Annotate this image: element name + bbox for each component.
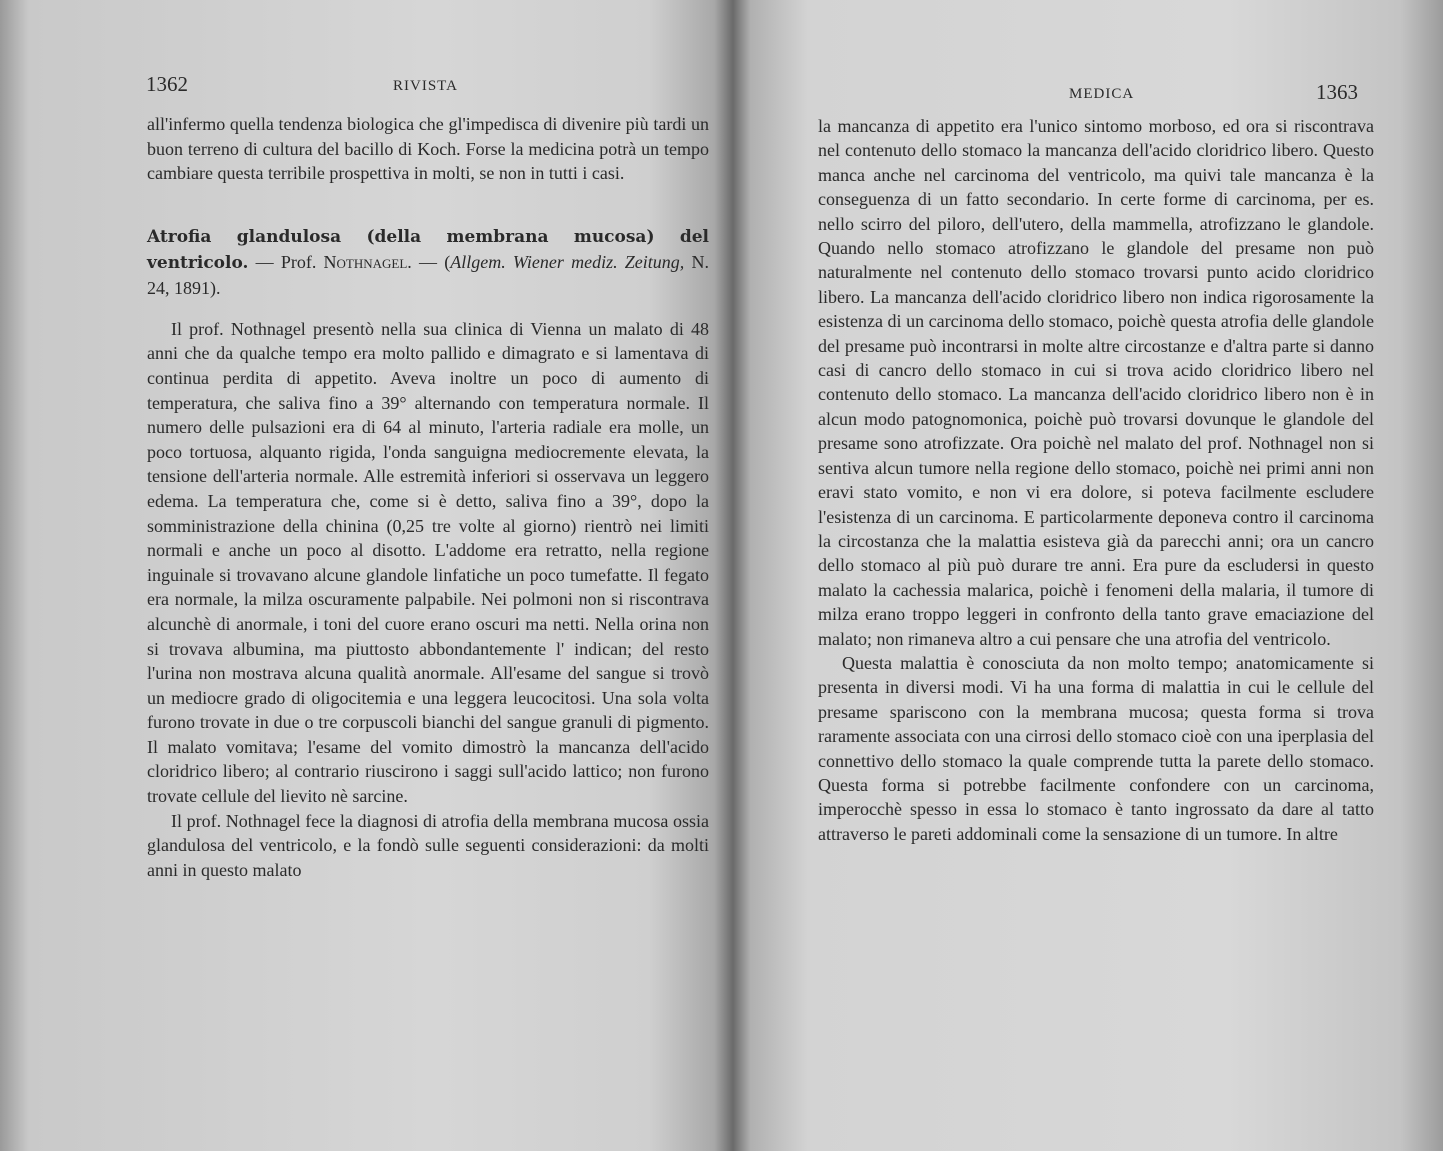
article-source: Allgem. Wiener mediz. Zeitung, — [450, 251, 685, 272]
running-title: MEDICA — [1069, 86, 1135, 102]
intro-paragraph: all'infermo quella tendenza biologica che gl'impedisca di divenire più tardi un buon terreno di cultura del bacillo di Koch. Forse la medicina potrà un tempo cambiare questa terribile prospettiva in molti, se non in tutti i casi. — [147, 114, 709, 184]
body-paragraph: la mancanza di appetito era l'unico sintomo morboso, ed ora si riscontrava nel contenuto dello stomaco la mancanza dell'acido cloridrico libero. Questo manca anche nel carcinoma del ventricolo, ma quivi tale mancanza è la conseguenza di un fatto secondario. In certe forme di carcinoma, per es. nello scirro del piloro, dell'utero, della mammella, atrofizzano le glandole. Quando nello stomaco atrofizzano le glandole del presame non può naturalmente nel contenuto dello stomaco trovarsi punto acido cloridrico libero. La mancanza dell'acido cloridrico libero non indica rigorosamente la esistenza di un carcinoma dello stomaco, poichè questa atrofia delle glandole del presame può incontrarsi in molte altre circostanze e d'altra parte si danno casi di cancro dello stomaco in cui si trova acido cloridrico libero nel contenuto dello stomaco. La mancanza dell'acido cloridrico libero non è in alcun modo patognomonica, poichè può trovarsi dovunque le glandole del presame sono atrofizzate. Ora poichè nel malato del prof. Nothnagel non si sentiva alcun tumore nella regione dello stomaco, poichè nei primi anni non eravi stato vomito, e non vi era dolore, si poteva facilmente escludere l'esistenza di un carcinoma. E particolarmente deponeva contro il carcinoma la circostanza che la malattia esisteva già da parecchi anni; ora un cancro dello stomaco al più può durare tre anni. Era pure da escludersi in questo malato la cachessia malarica, poichè i fenomeni della malaria, il tumore di milza erano troppo leggeri in confronto della tanto grave emaciazione del malato; non rimaneva altro a cui pensare che una atrofia del ventricolo. — [818, 116, 1374, 649]
running-title: RIVISTA — [393, 78, 458, 94]
article-title: Atrofia glandulosa (della membrana mucosa) del ventricolo. — [147, 226, 709, 273]
right-page — [745, 0, 1443, 1151]
body-paragraph: Il prof. Nothnagel presentò nella sua clinica di Vienna un malato di 48 anni che da qualche tempo era molto pallido e dimagrato e si lamentava di continua perdita di appetito. Aveva inoltre un poco di aumento di temperatura, che saliva fino a 39° alternando con temperatura normale. Il numero delle pulsazioni era di 64 al minuto, l'arteria radiale era molle, un poco tortuosa, alquanto rigida, l'onda sanguigna mediocremente elevata, la tensione dell'arteria normale. Alle estremità inferiori si osservava un leggero edema. La temperatura che, come si è detto, saliva fino a 39°, dopo la somministrazione della chinina (0,25 tre volte al giorno) rientrò nei limiti normali e anche un poco al disotto. L'addome era retratto, nella regione inguinale si trovavano alcune glandole linfatiche un poco tumefatte. Il fegato era normale, la milza oscuramente palpabile. Nei polmoni non si riscontrava alcunchè di anormale, i toni del cuore erano oscuri ma netti. Nella orina non si trovava albumina, ma piuttosto abbondantemente l' indican; del resto l'urina non mostrava alcuna qualità anormale. All'esame del sangue si trovò un mediocre grado di oligocitemia e una leggera leucocitosi. Una sola volta furono trovate in due o tre corpuscoli bianchi del sangue granuli di pigmento. Il malato vomitava; l'esame del vomito dimostrò la mancanza dell'acido cloridrico libero; al contrario riuscirono i saggi sull'acido lattico; non furono trovate cellule del lievito nè sarcine. — [147, 318, 709, 807]
article-author: Nothnagel. — [323, 251, 412, 272]
left-page-text — [147, 112, 709, 882]
heading-separator: — ( — [411, 251, 451, 272]
right-page-text — [818, 114, 1374, 846]
heading-separator: — Prof. — [248, 251, 324, 272]
page-number: 1362 — [146, 72, 188, 96]
article-heading — [147, 224, 709, 301]
page-number: 1363 — [1316, 80, 1358, 104]
article-source-tail: N. 24, 1891). — [147, 251, 709, 298]
body-paragraph: Questa malattia è conosciuta da non molto tempo; anatomicamente si presenta in diversi modi. Vi ha una forma di malattia in cui le cellule del presame spariscono con la membrana mucosa; questa forma si trova raramente associata con una cirrosi dello stomaco cioè con una iperplasia del connettivo dello stomaco la quale comprende tutta la parete dello stomaco. Questa forma si potrebbe facilmente confondere con un carcinoma, imperocchè spesso in essa lo stomaco è tanto ingrossato da dare al tatto attraverso le pareti addominali come la sensazione di un tumore. In altre — [818, 652, 1374, 844]
body-paragraph: Il prof. Nothnagel fece la diagnosi di atrofia della membrana mucosa ossia glandulosa del ventricolo, e la fondò sulle seguenti considerazioni: da molti anni in questo malato — [147, 810, 709, 880]
